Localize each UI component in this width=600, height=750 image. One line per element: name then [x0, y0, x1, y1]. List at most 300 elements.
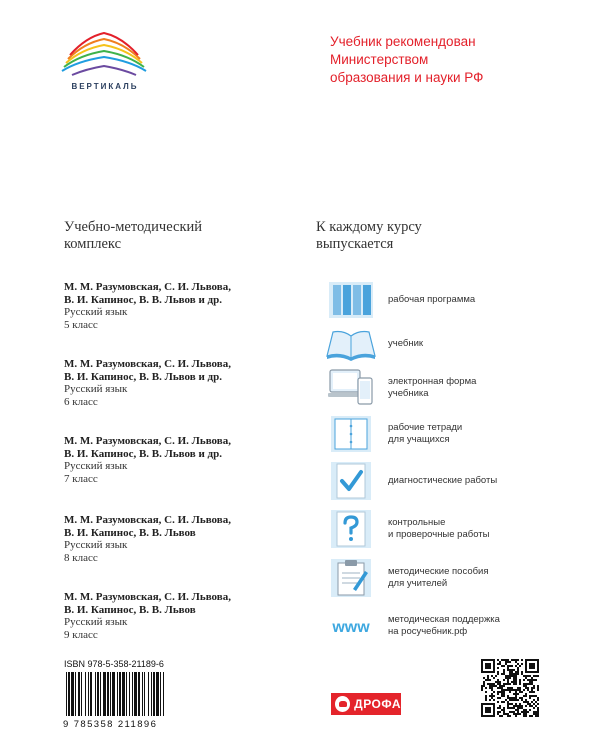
qr-module — [501, 695, 503, 697]
qr-module — [517, 659, 519, 661]
book-grade: 5 класс — [64, 318, 98, 331]
qr-module — [483, 681, 485, 683]
qr-module — [491, 697, 493, 699]
barcode-bar — [138, 672, 140, 716]
qr-module — [527, 701, 529, 703]
qr-module — [513, 697, 515, 699]
qr-module — [525, 695, 527, 697]
series-item-label: и проверочные работы — [388, 529, 490, 540]
svg-text:www: www — [332, 619, 370, 636]
qr-module — [501, 701, 503, 703]
qr-module — [505, 689, 507, 691]
qr-module — [501, 685, 503, 687]
qr-module — [515, 703, 517, 705]
barcode-bar — [68, 672, 70, 716]
qr-module — [517, 673, 519, 675]
qr-module — [535, 675, 537, 677]
qr-module — [521, 663, 523, 665]
qr-module — [497, 711, 499, 713]
qr-module — [515, 671, 517, 673]
qr-module — [509, 689, 511, 691]
qr-module — [531, 681, 533, 683]
qr-module — [481, 687, 483, 689]
qr-module — [493, 691, 495, 693]
qr-module — [535, 711, 537, 713]
qr-module — [523, 713, 525, 715]
qr-module — [529, 679, 531, 681]
recommendation-line: Учебник рекомендован — [330, 34, 476, 49]
clipboard-icon — [325, 556, 377, 600]
qr-module — [535, 679, 537, 681]
qr-module — [493, 677, 495, 679]
book-grade: 6 класс — [64, 395, 98, 408]
qr-module — [509, 661, 511, 663]
qr-module — [493, 685, 495, 687]
qr-module — [503, 683, 505, 685]
qr-module — [497, 691, 499, 693]
qr-module — [537, 699, 539, 701]
qr-module — [519, 713, 521, 715]
barcode-bar — [119, 672, 121, 716]
qr-module — [503, 659, 505, 661]
notebook-icon — [325, 412, 377, 456]
qr-module — [515, 715, 517, 717]
qr-module — [511, 689, 513, 691]
qr-module — [503, 701, 505, 703]
kit-heading — [64, 219, 304, 253]
qr-module — [525, 701, 527, 703]
qr-module — [511, 703, 513, 705]
barcode-bar — [126, 672, 127, 716]
qr-module — [535, 715, 537, 717]
qr-module — [515, 683, 517, 685]
barcode-bar — [71, 672, 74, 716]
qr-module — [503, 707, 505, 709]
qr-module — [517, 687, 519, 689]
qr-module — [515, 679, 517, 681]
qr-module — [497, 681, 499, 683]
qr-module — [517, 711, 519, 713]
qr-module — [535, 705, 537, 707]
book-authors: М. М. Разумовская, С. И. Львова, — [64, 591, 231, 603]
qr-module — [519, 687, 521, 689]
qr-module — [521, 697, 523, 699]
qr-module — [507, 669, 509, 671]
qr-module — [531, 689, 533, 691]
series-item-label: для учащихся — [388, 434, 450, 445]
qr-module — [529, 697, 531, 699]
series-item-label: методические пособия — [388, 566, 489, 577]
qr-module — [521, 707, 523, 709]
series-item-label: рабочая программа — [388, 294, 476, 305]
qr-module — [489, 687, 491, 689]
qr-module — [521, 711, 523, 713]
qr-module — [507, 703, 509, 705]
barcode-bar — [95, 672, 96, 716]
qr-module — [511, 711, 513, 713]
qr-module — [513, 705, 515, 707]
qr-module — [511, 671, 513, 673]
qr-module — [489, 699, 491, 701]
qr-module — [483, 683, 485, 685]
qr-module — [529, 675, 531, 677]
qr-module — [489, 685, 491, 687]
qr-module — [503, 665, 505, 667]
qr-module — [509, 669, 511, 671]
qr-module — [529, 715, 531, 717]
barcode-bar — [144, 672, 145, 716]
qr-module — [515, 699, 517, 701]
qr-module — [499, 661, 501, 663]
qr-module — [505, 683, 507, 685]
qr-module — [515, 705, 517, 707]
qr-module — [525, 685, 527, 687]
qr-module — [503, 685, 505, 687]
qr-module — [511, 669, 513, 671]
qr-module — [533, 703, 535, 705]
qr-module — [515, 659, 517, 661]
book-authors: В. И. Капинос, В. В. Львов — [64, 526, 196, 539]
qr-module — [487, 675, 489, 677]
qr-module — [531, 705, 533, 707]
qr-module — [521, 673, 523, 675]
qr-module — [533, 679, 535, 681]
qr-module — [503, 713, 505, 715]
qr-module — [507, 715, 509, 717]
qr-module — [491, 693, 493, 695]
qr-module — [525, 687, 527, 689]
qr-module — [491, 675, 493, 677]
qr-module — [529, 691, 531, 693]
qr-module — [519, 665, 521, 667]
series-item-ebook — [325, 366, 565, 410]
book-entry — [64, 514, 304, 564]
qr-module — [509, 673, 511, 675]
qr-module — [513, 713, 515, 715]
qr-module — [523, 695, 525, 697]
qr-module — [491, 687, 493, 689]
book-subject: Русский язык — [64, 616, 128, 628]
qr-module — [493, 695, 495, 697]
qr-module — [511, 699, 513, 701]
qr-module — [537, 707, 539, 709]
book-subject: Русский язык — [64, 383, 128, 395]
barcode-bar — [132, 672, 133, 716]
qr-module — [509, 707, 511, 709]
qr-module — [507, 659, 509, 661]
qr-module — [533, 713, 535, 715]
qr-module — [489, 679, 491, 681]
qr-module — [501, 691, 503, 693]
qr-module — [525, 711, 527, 713]
question-sheet-icon — [325, 507, 377, 551]
qr-module — [507, 701, 509, 703]
series-item-label: методическая поддержка — [388, 614, 500, 625]
barcode-bar — [78, 672, 80, 716]
qr-module — [521, 691, 523, 693]
book-authors: М. М. Разумовская, С. И. Львова, — [64, 358, 231, 370]
qr-module — [523, 715, 525, 717]
series-item-teacher-guides — [325, 556, 565, 600]
recommendation-line: образования и науки РФ — [330, 70, 484, 85]
qr-module — [529, 709, 531, 711]
qr-module — [505, 677, 507, 679]
barcode-bar — [110, 672, 111, 716]
qr-module — [511, 697, 513, 699]
qr-module — [535, 701, 537, 703]
qr-module — [499, 705, 501, 707]
series-item-label: для учителей — [388, 578, 448, 589]
qr-module — [537, 703, 539, 705]
qr-module — [527, 689, 529, 691]
qr-module — [497, 687, 499, 689]
barcode-bar — [97, 672, 99, 716]
qr-module — [513, 683, 515, 685]
qr-module — [513, 659, 515, 661]
qr-module — [515, 677, 517, 679]
book-subject: Русский язык — [64, 306, 128, 318]
book-entry — [64, 591, 304, 641]
qr-module — [517, 705, 519, 707]
qr-module — [521, 699, 523, 701]
qr-module — [497, 673, 499, 675]
qr-module — [511, 665, 513, 667]
open-book-icon — [325, 322, 377, 366]
qr-module — [501, 673, 503, 675]
qr-module — [495, 675, 497, 677]
qr-finder — [485, 663, 491, 669]
qr-module — [515, 697, 517, 699]
qr-module — [489, 683, 491, 685]
qr-module — [509, 697, 511, 699]
qr-module — [499, 685, 501, 687]
qr-module — [525, 709, 527, 711]
logo-text: ВЕРТИКАЛЬ — [71, 82, 139, 91]
qr-module — [509, 691, 511, 693]
qr-module — [495, 681, 497, 683]
qr-module — [501, 715, 503, 717]
qr-module — [525, 715, 527, 717]
qr-module — [505, 713, 507, 715]
series-item-diagnostics — [325, 459, 565, 503]
qr-module — [527, 683, 529, 685]
qr-module — [503, 711, 505, 713]
barcode-bar — [122, 672, 125, 716]
qr-module — [519, 681, 521, 683]
publisher-mark-icon — [335, 696, 350, 712]
qr-module — [511, 675, 513, 677]
series-heading-line: К каждому курсу — [316, 219, 422, 235]
qr-finder — [485, 707, 491, 713]
barcode-bar — [85, 672, 86, 716]
qr-module — [507, 679, 509, 681]
qr-module — [505, 659, 507, 661]
qr-module — [483, 685, 485, 687]
qr-module — [537, 689, 539, 691]
qr-module — [491, 695, 493, 697]
qr-module — [531, 695, 533, 697]
qr-module — [509, 699, 511, 701]
barcode-bar — [88, 672, 89, 716]
book-authors: В. И. Капинос, В. В. Львов и др. — [64, 293, 222, 306]
qr-module — [497, 671, 499, 673]
barcode-bar — [75, 672, 76, 716]
series-item-textbook — [325, 322, 565, 366]
qr-module — [501, 709, 503, 711]
qr-module — [497, 693, 499, 695]
qr-module — [537, 711, 539, 713]
qr-module — [525, 675, 527, 677]
qr-module — [499, 687, 501, 689]
barcode-bar — [107, 672, 109, 716]
book-grade: 8 класс — [64, 551, 98, 564]
qr-module — [507, 705, 509, 707]
barcode-bar — [153, 672, 155, 716]
qr-module — [499, 711, 501, 713]
qr-module — [525, 683, 527, 685]
qr-module — [533, 711, 535, 713]
qr-module — [493, 683, 495, 685]
qr-module — [503, 689, 505, 691]
qr-module — [533, 675, 535, 677]
qr-module — [511, 681, 513, 683]
qr-module — [527, 711, 529, 713]
qr-module — [497, 663, 499, 665]
qr-module — [505, 661, 507, 663]
qr-module — [517, 713, 519, 715]
series-item-workbooks — [325, 412, 565, 456]
barcode-bar — [100, 672, 101, 716]
series-item-online-support — [325, 604, 565, 648]
recommendation-line: Министерством — [330, 52, 429, 67]
qr-module — [485, 699, 487, 701]
qr-module — [533, 707, 535, 709]
qr-module — [519, 697, 521, 699]
series-item-label: учебника — [388, 388, 429, 399]
qr-module — [507, 677, 509, 679]
qr-module — [523, 709, 525, 711]
qr-module — [509, 703, 511, 705]
qr-module — [497, 713, 499, 715]
qr-module — [509, 711, 511, 713]
barcode-bar — [66, 672, 67, 716]
qr-module — [501, 687, 503, 689]
qr-module — [531, 701, 533, 703]
qr-module — [531, 691, 533, 693]
qr-module — [511, 707, 513, 709]
qr-module — [517, 667, 519, 669]
qr-module — [531, 677, 533, 679]
qr-module — [513, 711, 515, 713]
barcode-digits: 9 785358 211896 — [63, 719, 158, 730]
qr-module — [497, 679, 499, 681]
qr-module — [509, 683, 511, 685]
qr-module — [489, 695, 491, 697]
book-authors: В. И. Капинос, В. В. Львов — [64, 603, 196, 616]
series-heading — [316, 219, 556, 253]
qr-module — [523, 685, 525, 687]
qr-module — [525, 693, 527, 695]
qr-module — [527, 675, 529, 677]
qr-module — [505, 663, 507, 665]
qr-module — [533, 695, 535, 697]
qr-module — [531, 679, 533, 681]
qr-module — [519, 679, 521, 681]
qr-module — [497, 667, 499, 669]
qr-module — [525, 705, 527, 707]
qr-module — [487, 683, 489, 685]
qr-module — [519, 689, 521, 691]
qr-module — [537, 697, 539, 699]
qr-module — [507, 707, 509, 709]
qr-module — [483, 677, 485, 679]
book-authors: М. М. Разумовская, С. И. Львова, — [64, 281, 231, 293]
barcode-bar — [90, 672, 92, 716]
book-authors: М. М. Разумовская, С. И. Львова, — [64, 514, 231, 526]
qr-module — [481, 685, 483, 687]
qr-module — [523, 679, 525, 681]
qr-module — [519, 703, 521, 705]
qr-module — [499, 707, 501, 709]
qr-module — [487, 679, 489, 681]
qr-module — [525, 713, 527, 715]
qr-module — [501, 693, 503, 695]
qr-module — [495, 685, 497, 687]
book-entry — [64, 435, 304, 485]
qr-module — [523, 675, 525, 677]
qr-module — [517, 671, 519, 673]
qr-module — [507, 681, 509, 683]
qr-module — [515, 665, 517, 667]
qr-module — [529, 705, 531, 707]
series-heading-line: выпускается — [316, 236, 394, 252]
kit-heading-line: Учебно-методический — [64, 219, 203, 235]
qr-module — [537, 715, 539, 717]
qr-module — [507, 695, 509, 697]
qr-module — [535, 713, 537, 715]
qr-module — [501, 689, 503, 691]
qr-module — [499, 697, 501, 699]
barcode — [64, 672, 216, 716]
qr-module — [503, 679, 505, 681]
series-item-label: на росучебник.рф — [388, 626, 468, 637]
qr-module — [513, 707, 515, 709]
qr-module — [531, 683, 533, 685]
qr-module — [531, 715, 533, 717]
qr-module — [491, 689, 493, 691]
binders-icon — [325, 278, 377, 322]
book-authors: В. И. Капинос, В. В. Львов и др. — [64, 447, 222, 460]
qr-module — [507, 689, 509, 691]
qr-module — [497, 697, 499, 699]
barcode-bar — [103, 672, 106, 716]
qr-module — [533, 685, 535, 687]
book-entry — [64, 358, 304, 408]
isbn-number: ISBN 978-5-358-21189-6 — [64, 659, 164, 669]
qr-module — [481, 689, 483, 691]
qr-module — [515, 693, 517, 695]
kit-heading-line: комплекс — [64, 236, 122, 252]
qr-module — [511, 659, 513, 661]
qr-module — [499, 715, 501, 717]
qr-module — [487, 677, 489, 679]
qr-module — [517, 689, 519, 691]
qr-module — [485, 697, 487, 699]
qr-module — [537, 685, 539, 687]
qr-module — [499, 683, 501, 685]
qr-module — [485, 679, 487, 681]
qr-module — [529, 695, 531, 697]
